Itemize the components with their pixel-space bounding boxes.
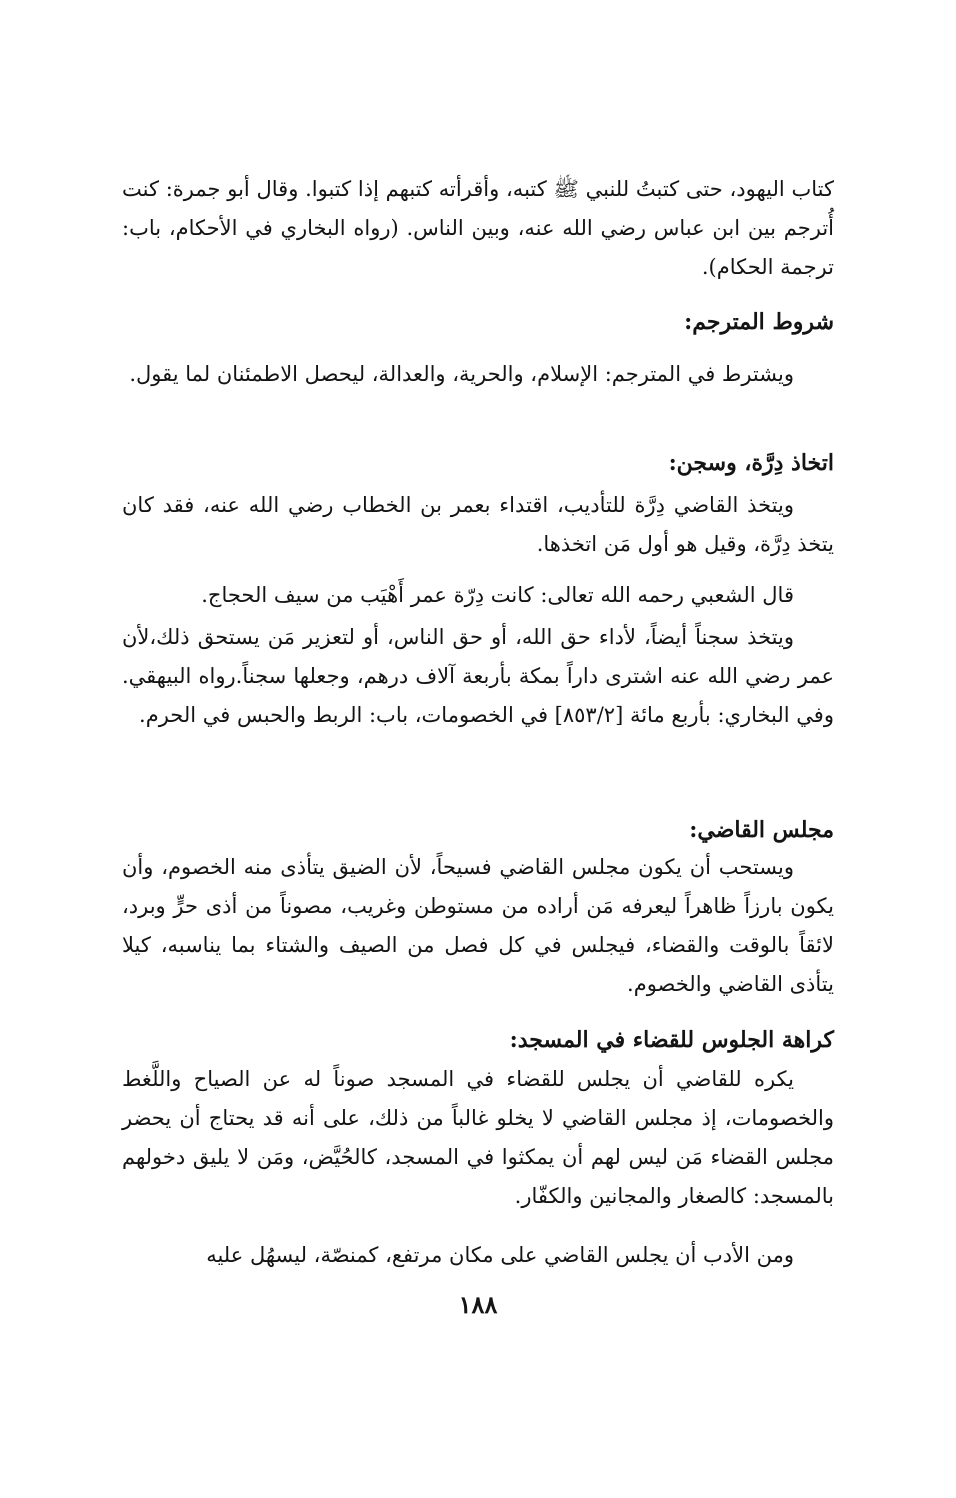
paragraph-translator-hadith: كتاب اليهود، حتى كتبتُ للنبي ﷺ كتبه، وأقرأته كتبهم إذا كتبوا. وقال أبو جمرة: كنت أُترجم بين ابن عباس رضي الله عنه، وبين الناس. (رواه البخاري في الأحكام، باب: ترجمة الحكام). xyxy=(122,177,834,279)
paragraph-judge-seat: ويستحب أن يكون مجلس القاضي فسيحاً، لأن الضيق يتأذى منه الخصوم، وأن يكون بارزاً ظاهراً ليعرفه مَن أراده من مستوطن وغريب، مصوناً من أذى حرٍّ وبرد، لائقاً بالوقت والقضاء، فيجلس في كل فصل من الصيف والشتاء بما يناسبه، كيلا يتأذى القاضي والخصوم. xyxy=(122,855,834,996)
heading-translator-conditions: شروط المترجم: xyxy=(684,309,834,335)
paragraph-mosque-judging: يكره للقاضي أن يجلس للقضاء في المسجد صوناً له عن الصياح واللَّغط والخصومات، إذ مجلس القاضي لا يخلو غالباً من ذلك، على أنه قد يحتاج أن يحضر مجلس القضاء مَن ليس لهم أن يمكثوا في المسجد، كالحُيَّض، ومَن لا يليق دخولهم بالمسجد: كالصغار والمجانين والكفّار. xyxy=(122,1067,834,1208)
paragraph-elevated-seat: ومن الأدب أن يجلس القاضي على مكان مرتفع، كمنصّة، ليسهُل عليه xyxy=(206,1243,794,1267)
heading-mosque-judging: كراهة الجلوس للقضاء في المسجد: xyxy=(509,1027,834,1053)
heading-judge-seat: مجلس القاضي: xyxy=(689,817,834,843)
paragraph-shabi-quote: قال الشعبي رحمه الله تعالى: كانت دِرّة عمر أَهْيَب من سيف الحجاج. xyxy=(201,583,794,607)
paragraph-translator-conditions: ويشترط في المترجم: الإسلام، والحرية، والعدالة، ليحصل الاطمئنان لما يقول. xyxy=(129,362,794,386)
paragraph-prison: ويتخذ سجناً أيضاً، لأداء حق الله، أو حق الناس، أو لتعزير مَن يستحق ذلك،لأن عمر رضي الله عنه اشترى داراً بمكة بأربعة آلاف درهم، وجعلها سجناً.رواه البيهقي. وفي البخاري: بأربع مائة [٨٥٣/٢] في الخصومات، باب: الربط والحبس في الحرم. xyxy=(122,625,834,727)
paragraph-whip: ويتخذ القاضي دِرَّة للتأديب، اقتداء بعمر بن الخطاب رضي الله عنه، فقد كان يتخذ دِرَّة، وقيل هو أول مَن اتخذها. xyxy=(122,493,834,556)
heading-whip-and-prison: اتخاذ دِرَّة، وسجن: xyxy=(668,450,834,476)
page-number: ١٨٨ xyxy=(458,1290,498,1319)
